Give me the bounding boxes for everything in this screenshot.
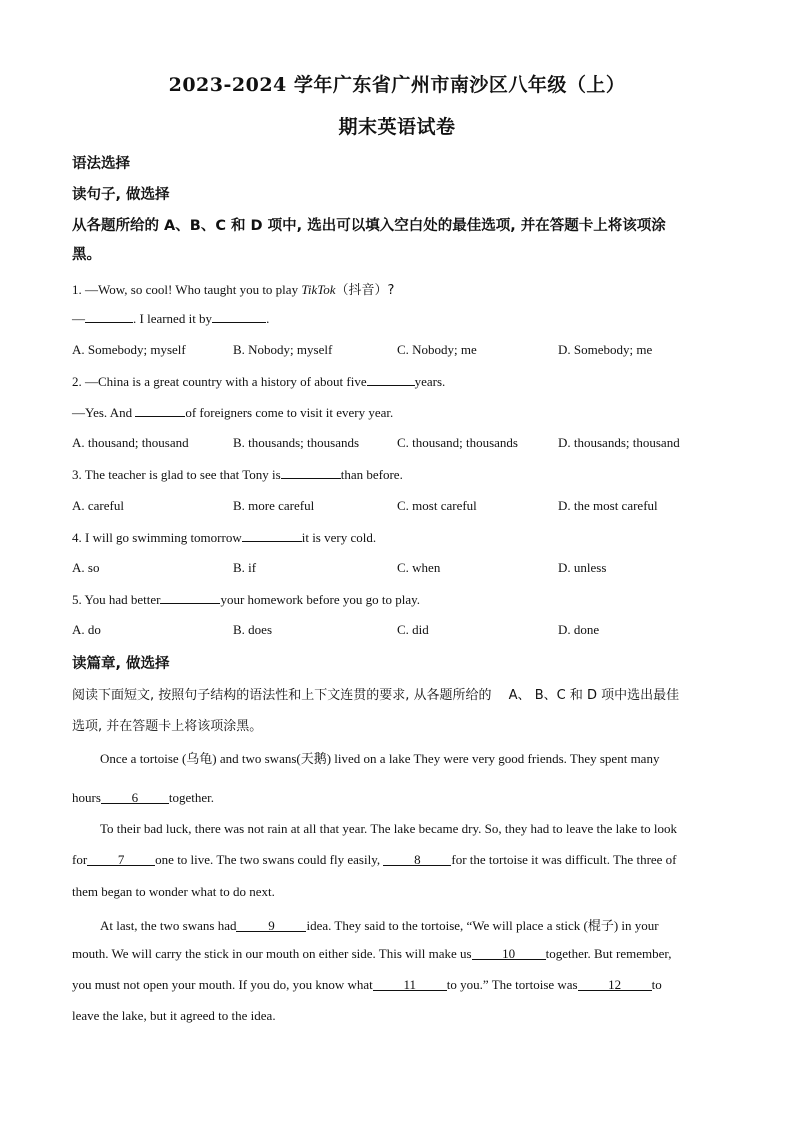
- question-text: . I learned it by: [133, 311, 213, 326]
- option-b: B. if: [233, 560, 257, 575]
- option-c: C. did: [397, 622, 429, 637]
- question-text: it is very cold.: [301, 530, 377, 545]
- exam-title: 2023-2024 学年广东省广州市南沙区八年级（上）: [168, 74, 626, 96]
- instruction-line: 选项, 并在答题卡上将该项涂黑。: [72, 719, 263, 734]
- passage-text: together.: [168, 790, 215, 805]
- blank-10: 10: [472, 947, 546, 960]
- question-text: （抖音）?: [335, 283, 395, 298]
- answer-blank: [85, 310, 133, 323]
- passage-line: [100, 915, 659, 934]
- answer-blank: [135, 404, 185, 417]
- option-b: B. does: [233, 622, 272, 637]
- option-d: D. Somebody; me: [558, 342, 653, 357]
- question-2: [72, 373, 445, 390]
- blank-9: 9: [236, 919, 306, 932]
- section-heading-grammar: 语法选择: [72, 156, 130, 172]
- answer-blank: [212, 310, 266, 323]
- option-c: C. most careful: [397, 498, 477, 513]
- question-text: than before.: [340, 467, 403, 482]
- question-text: 4. I will go swimming tomorrow: [72, 530, 242, 545]
- passage-text: one to live. The two swans could fly easily,: [155, 852, 384, 867]
- section-subheading-sentences: 读句子, 做选择: [72, 187, 170, 203]
- question-3: [72, 466, 403, 483]
- question-text: —: [72, 311, 85, 326]
- passage-line: To their bad luck, there was not rain at all that year. The lake became dry. So, they had to leave the lake to look: [100, 821, 678, 836]
- option-a: A. careful: [72, 498, 124, 513]
- passage-line: [72, 946, 671, 962]
- option-d: D. unless: [558, 560, 607, 575]
- blank-7: 7: [87, 853, 155, 866]
- passage-text: idea. They said to the tortoise, “We will place a stick (棍子) in your: [306, 918, 659, 933]
- option-c: C. when: [397, 560, 441, 575]
- answer-blank: [242, 529, 302, 542]
- option-c: C. thousand; thousands: [397, 435, 518, 450]
- option-d: D. done: [558, 622, 600, 637]
- passage-text: hours: [72, 790, 101, 805]
- option-b: B. thousands; thousands: [233, 435, 360, 450]
- passage-text: you must not open your mouth. If you do, you know what: [72, 977, 373, 992]
- option-b: B. more careful: [233, 498, 315, 513]
- question-text: —Yes. And: [72, 405, 136, 420]
- instruction-line: 阅读下面短文, 按照句子结构的语法性和上下文连贯的要求, 从各题所给的 A、 B、C 和 D 项中选出最佳: [72, 688, 680, 703]
- question-text: your homework before you go to play.: [220, 592, 420, 607]
- blank-6: 6: [101, 791, 169, 804]
- question-text: 5. You had better: [72, 592, 161, 607]
- option-a: A. so: [72, 560, 100, 575]
- answer-blank: [281, 466, 341, 479]
- instruction-line: 黑。: [72, 247, 101, 263]
- passage-text: for: [72, 852, 88, 867]
- passage-text: mouth. We will carry the stick in our mouth on either side. This will make us: [72, 946, 472, 961]
- option-a: A. thousand; thousand: [72, 435, 189, 450]
- blank-12: 12: [578, 978, 652, 991]
- blank-11: 11: [373, 978, 447, 991]
- option-a: A. Somebody; myself: [72, 342, 186, 357]
- exam-subtitle: 期末英语试卷: [338, 116, 456, 138]
- question-text: 1. —Wow, so cool! Who taught you to play: [72, 282, 302, 297]
- passage-text: to: [651, 977, 662, 992]
- question-2-reply: [72, 404, 393, 421]
- question-5: [72, 591, 420, 608]
- question-text: of foreigners come to visit it every year.: [185, 405, 394, 420]
- blank-8: 8: [383, 853, 451, 866]
- question-text: .: [266, 311, 270, 326]
- option-b: B. Nobody; myself: [233, 342, 333, 357]
- question-text: 2. —China is a great country with a history of about five: [72, 374, 367, 389]
- option-d: D. thousands; thousand: [558, 435, 680, 450]
- passage-line: [72, 977, 662, 993]
- passage-line: [72, 790, 214, 806]
- passage-text: to you.” The tortoise was: [446, 977, 578, 992]
- question-1: [72, 279, 394, 298]
- question-text: 3. The teacher is glad to see that Tony is: [72, 467, 281, 482]
- answer-blank: [160, 591, 220, 604]
- option-a: A. do: [72, 622, 101, 637]
- option-c: C. Nobody; me: [397, 342, 477, 357]
- passage-line: them began to wonder what to do next.: [72, 884, 275, 899]
- answer-blank: [367, 373, 415, 386]
- question-1-reply: [72, 310, 269, 327]
- question-text: years.: [414, 374, 446, 389]
- question-4: [72, 529, 376, 546]
- passage-text: for the tortoise it was difficult. The three of: [451, 852, 677, 867]
- passage-line: Once a tortoise (乌龟) and two swans(天鹅) lived on a lake They were very good friends. They spent many: [100, 751, 660, 766]
- question-text-italic: TikTok: [301, 282, 336, 297]
- section-heading-passage: 读篇章, 做选择: [72, 656, 170, 672]
- passage-text: together. But remember,: [545, 946, 672, 961]
- passage-text: At last, the two swans had: [100, 918, 237, 933]
- instruction-line: 从各题所给的 A、B、C 和 D 项中, 选出可以填入空白处的最佳选项, 并在答题卡上将该项涂: [72, 218, 666, 234]
- passage-line: [72, 852, 677, 868]
- passage-line: leave the lake, but it agreed to the idea.: [72, 1008, 276, 1023]
- option-d: D. the most careful: [558, 498, 658, 513]
